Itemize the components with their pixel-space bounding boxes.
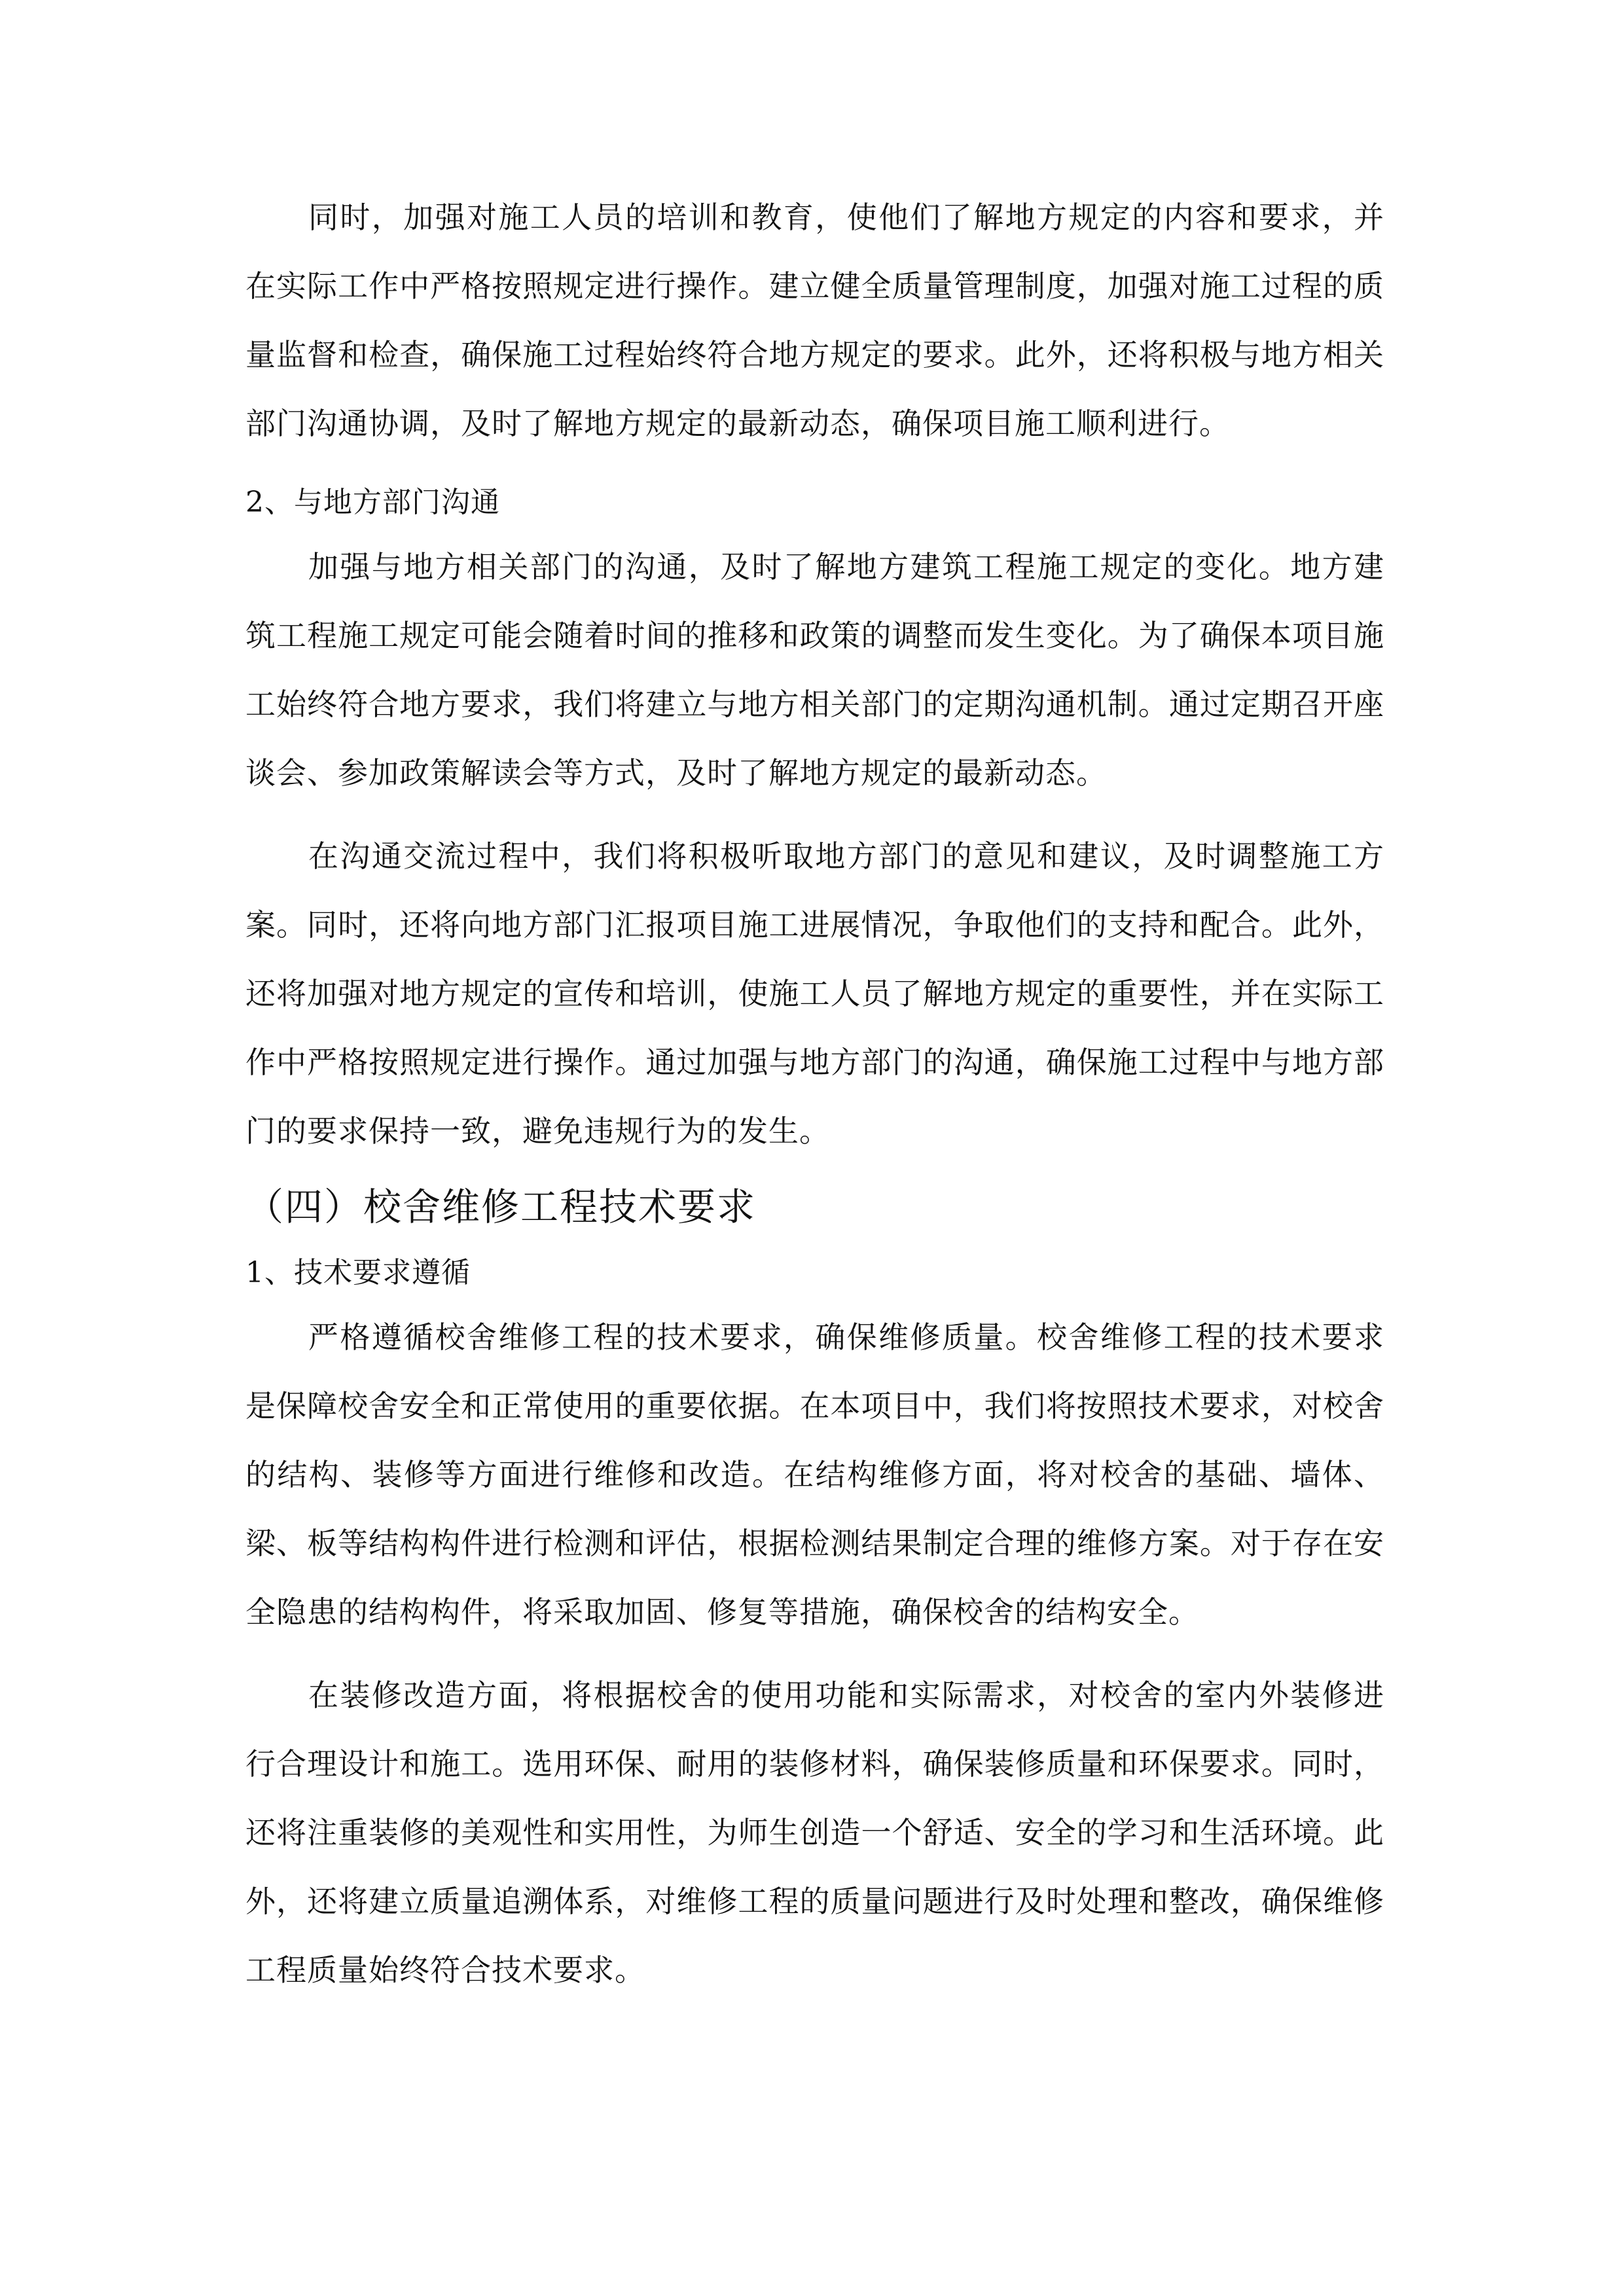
subsection-heading-requirements-compliance: 1、技术要求遵循 (245, 1256, 471, 1289)
section-heading-technical-requirements: （四）校舍维修工程技术要求 (245, 1185, 757, 1229)
subsection-heading-local-communication: 2、与地方部门沟通 (245, 486, 500, 519)
paragraph-structural-maintenance: 严格遵循校舍维修工程的技术要求，确保维修质量。校舍维修工程的技术要求是保障校舍安全和正常使用的重要依据。在本项目中，我们将按照技术要求，对校舍的结构、装修等方面进行维修和改造。在结构维修方面，将对校舍的基础、墙体、梁、板等结构构件进行检测和评估，根据检测结果制定合理的维修方案。对于存在安全隐患的结构构件，将采取加固、修复等措施，确保校舍的结构安全。 (245, 1319, 1384, 1630)
paragraph-communication-mechanism: 加强与地方相关部门的沟通，及时了解地方建筑工程施工规定的变化。地方建筑工程施工规定可能会随着时间的推移和政策的调整而发生变化。为了确保本项目施工始终符合地方要求，我们将建立与地方相关部门的定期沟通机制。通过定期召开座谈会、参加政策解读会等方式，及时了解地方规定的最新动态。 (245, 549, 1384, 791)
paragraph-communication-process: 在沟通交流过程中，我们将积极听取地方部门的意见和建议，及时调整施工方案。同时，还将向地方部门汇报项目施工进展情况，争取他们的支持和配合。此外，还将加强对地方规定的宣传和培训，使施工人员了解地方规定的重要性，并在实际工作中严格按照规定进行操作。通过加强与地方部门的沟通，确保施工过程中与地方部门的要求保持一致，避免违规行为的发生。 (245, 838, 1384, 1149)
paragraph-quality-management: 同时，加强对施工人员的培训和教育，使他们了解地方规定的内容和要求，并在实际工作中严格按照规定进行操作。建立健全质量管理制度，加强对施工过程的质量监督和检查，确保施工过程始终符合地方规定的要求。此外，还将积极与地方相关部门沟通协调，及时了解地方规定的最新动态，确保项目施工顺利进行。 (245, 200, 1384, 441)
document-body (245, 183, 1384, 2005)
paragraph-decoration-renovation: 在装修改造方面，将根据校舍的使用功能和实际需求，对校舍的室内外装修进行合理设计和施工。选用环保、耐用的装修材料，确保装修质量和环保要求。同时，还将注重装修的美观性和实用性，为师生创造一个舒适、安全的学习和生活环境。此外，还将建立质量追溯体系，对维修工程的质量问题进行及时处理和整改，确保维修工程质量始终符合技术要求。 (245, 1677, 1384, 1988)
